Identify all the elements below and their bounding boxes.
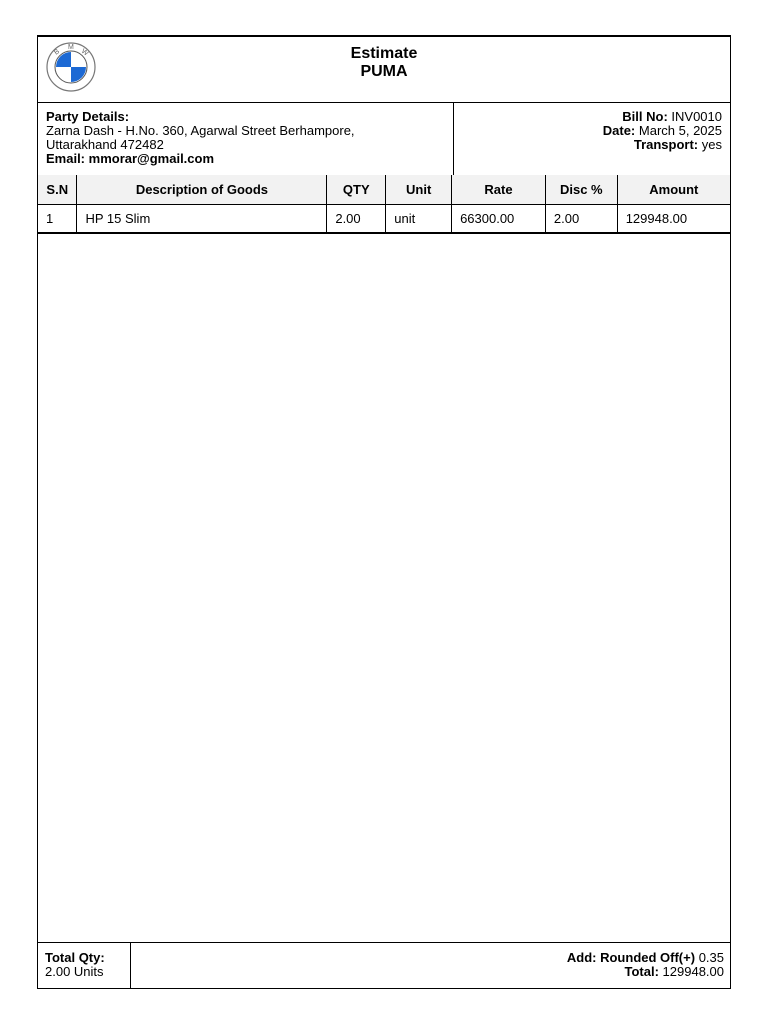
grand-total xyxy=(137,965,724,979)
svg-text:M: M xyxy=(68,44,74,51)
transport-label: Transport: xyxy=(633,137,699,152)
cell-description: HP 15 Slim xyxy=(77,204,327,233)
party-email xyxy=(46,152,445,166)
column-header-amount: Amount xyxy=(617,175,730,204)
total-qty-box xyxy=(38,943,131,988)
cell-qty: 2.00 xyxy=(327,204,386,233)
date-label: Date: xyxy=(602,123,636,138)
table-row xyxy=(38,204,730,233)
column-header-description: Description of Goods xyxy=(77,175,327,204)
column-header-sn: S.N xyxy=(38,175,77,204)
total-label: Total: xyxy=(624,964,659,979)
document-header xyxy=(38,36,730,103)
rounded-off-value: 0.35 xyxy=(698,950,724,965)
document-title: Estimate xyxy=(350,45,418,62)
bill-date xyxy=(462,124,722,138)
total-value: 129948.00 xyxy=(662,964,724,979)
cell-rate: 66300.00 xyxy=(452,204,546,233)
rounded-off-label: Add: Rounded Off(+) xyxy=(566,950,696,965)
bill-transport xyxy=(462,138,722,152)
bill-no-label: Bill No: xyxy=(622,109,668,124)
party-address-line1: Zarna Dash - H.No. 360, Agarwal Street Berhampore, xyxy=(46,123,355,138)
company-name: PUMA xyxy=(360,63,408,80)
total-qty-label: Total Qty: xyxy=(45,950,105,965)
party-details xyxy=(38,102,454,175)
total-qty-value: 2.00 Units xyxy=(45,964,104,979)
cell-unit: unit xyxy=(386,204,452,233)
party-and-bill-section xyxy=(38,102,730,176)
email-label: Email: xyxy=(46,151,86,166)
svg-text:B: B xyxy=(53,48,61,57)
bill-no-value: INV0010 xyxy=(671,109,722,124)
totals-footer xyxy=(38,942,730,988)
email-value: mmorar@gmail.com xyxy=(88,151,215,166)
cell-amount: 129948.00 xyxy=(617,204,730,233)
column-header-unit: Unit xyxy=(386,175,452,204)
bill-number xyxy=(462,110,722,124)
transport-value: yes xyxy=(701,137,722,152)
column-header-discount: Disc % xyxy=(545,175,617,204)
party-address-line2: Uttarakhand 472482 xyxy=(46,137,164,152)
cell-discount: 2.00 xyxy=(545,204,617,233)
svg-text:W: W xyxy=(79,47,90,58)
column-header-rate: Rate xyxy=(452,175,546,204)
party-details-label: Party Details: xyxy=(46,109,130,124)
totals-box xyxy=(131,943,730,1004)
items-table xyxy=(38,175,730,234)
column-header-qty: QTY xyxy=(327,175,386,204)
rounded-off xyxy=(137,951,724,965)
table-header-row xyxy=(38,175,730,204)
estimate-document xyxy=(37,35,731,989)
date-value: March 5, 2025 xyxy=(638,123,722,138)
cell-sn: 1 xyxy=(38,204,77,233)
